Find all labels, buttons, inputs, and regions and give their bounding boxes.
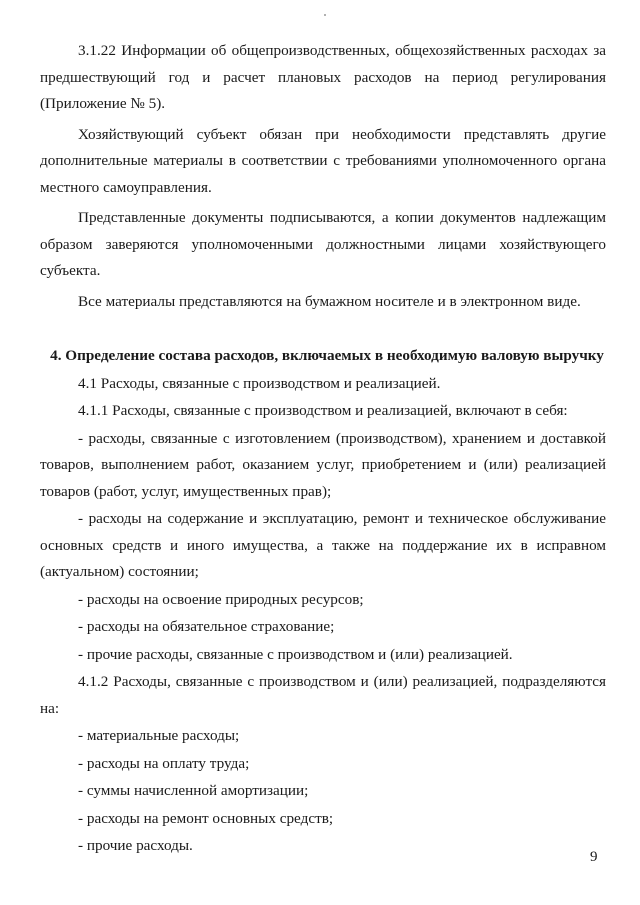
item-4-1-1: 4.1.1 Расходы, связанные с производством и реализацией, включают в себя: (78, 402, 568, 419)
scan-dot (324, 14, 326, 16)
list-item: - прочие расходы. (78, 837, 193, 854)
paragraph-additional-materials: Хозяйствующий субъект обязан при необходимости представлять другие дополнительные материалы в соответствии с требованиями уполномоченного органа местного самоуправления. (40, 125, 606, 196)
list-item: - расходы на оплату труда; (78, 754, 250, 772)
page-number: 9 (590, 849, 598, 865)
item-4-1-2: 4.1.2 Расходы, связанные с производством и (или) реализацией, подразделяются на: (40, 673, 606, 717)
list-item: - расходы, связанные с изготовлением (производством), хранением и доставкой товаров, выполнением работ, оказанием услуг, приобретением и (или) реализацией товаров (работ, услуг, имущественных прав); (40, 429, 606, 500)
document-page (40, 38, 606, 860)
paragraph-paper-and-electronic: Все материалы представляются на бумажном носителе и в электронном виде. (78, 292, 581, 310)
list-item: - прочие расходы, связанные с производством и (или) реализацией. (78, 645, 513, 663)
list-item: - расходы на содержание и эксплуатацию, ремонт и техническое обслуживание основных средств и иного имущества, а также на поддержание их в исправном (актуальном) состоянии; (40, 510, 606, 580)
section-heading: 4. Определение состава расходов, включаемых в необходимую валовую выручку (50, 347, 604, 364)
item-4-1: 4.1 Расходы, связанные с производством и реализацией. (78, 374, 441, 392)
list-item: - расходы на обязательное страхование; (78, 618, 335, 635)
list-item: - расходы на освоение природных ресурсов; (78, 590, 364, 608)
list-item: - расходы на ремонт основных средств; (78, 809, 334, 827)
paragraph-3-1-22: 3.1.22 Информации об общепроизводственных, общехозяйственных расходах за предшествующий год и расчет плановых расходов на период регулирования (Приложение № 5). (40, 42, 606, 112)
paragraph-documents-signed: Представленные документы подписываются, а копии документов надлежащим образом заверяются уполномоченными должностными лицами хозяйствующего субъекта. (40, 209, 606, 279)
list-item: - материальные расходы; (78, 727, 240, 744)
list-item: - суммы начисленной амортизации; (78, 782, 309, 799)
